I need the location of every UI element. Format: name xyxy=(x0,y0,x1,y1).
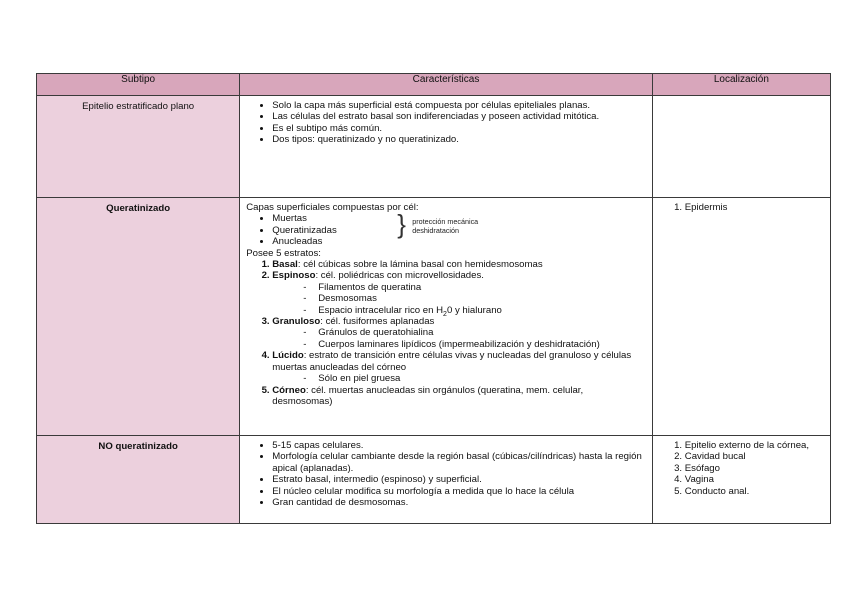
stratum-name: Granuloso xyxy=(272,316,321,328)
location-list xyxy=(659,202,824,213)
list-item: 4. Vagina xyxy=(685,474,824,485)
cel-bullets-block xyxy=(246,209,646,248)
list-item: 3. Esófago xyxy=(685,463,824,474)
posee-text: Posee 5 estratos: xyxy=(246,247,321,259)
list-item: • Es el subtipo más común. xyxy=(272,123,646,134)
espacio-post: 0 y hialurano xyxy=(446,304,502,316)
characteristics-cell xyxy=(240,436,653,524)
stratum-name: Córneo xyxy=(272,384,306,396)
list-item: 1. Epidermis xyxy=(685,202,824,213)
list-item: • Dos tipos: queratinizado y no queratinizado. xyxy=(272,134,646,145)
list-item: 1. Epitelio externo de la córnea, xyxy=(685,440,824,451)
list-item: • Anucleadas xyxy=(272,236,646,247)
table-header-row xyxy=(37,74,831,96)
espacio-pre: Espacio intracelular rico en H xyxy=(318,304,444,316)
header-localizacion: Localización xyxy=(652,74,830,96)
list-item: • Queratinizadas xyxy=(272,225,646,236)
intro-text: Capas superficiales compuestas por cél: xyxy=(246,202,419,213)
list-item: - Sólo en piel gruesa xyxy=(318,373,646,384)
subtype-cell: Queratinizado xyxy=(37,198,240,436)
location-cell xyxy=(652,198,830,436)
location-cell xyxy=(652,96,830,198)
stratum-item xyxy=(272,350,646,384)
stratum-name: Basal xyxy=(272,259,298,271)
brace-note xyxy=(412,217,478,235)
list-item: • Estrato basal, intermedio (espinoso) y superficial. xyxy=(272,474,646,485)
list-item xyxy=(318,305,646,316)
stratum-item xyxy=(272,270,646,316)
list-item: 5. Conducto anal. xyxy=(685,486,824,497)
characteristics-cell xyxy=(240,198,653,436)
espacio-sub: 2 xyxy=(443,310,447,318)
brace-note-line: deshidratación xyxy=(412,226,460,236)
table-row xyxy=(37,198,831,436)
subtype-cell: Epitelio estratificado plano xyxy=(37,96,240,198)
list-item: • El núcleo celular modifica su morfología a medida que lo hace la célula xyxy=(272,486,646,497)
header-subtipo: Subtipo xyxy=(37,74,240,96)
stratum-text: : cél cúbicas sobre la lámina basal con hemidesmosomas xyxy=(297,259,543,271)
location-cell xyxy=(652,436,830,524)
stratum-item xyxy=(272,316,646,350)
stratum-name: Espinoso xyxy=(272,270,316,282)
stratum-text: : cél. muertas anucleadas sin orgánulos (queratina, mem. celular, desmosomas) xyxy=(272,384,584,407)
location-list xyxy=(659,440,824,497)
stratum-text: : cél. poliédricas con microvellosidades. xyxy=(315,270,484,282)
table-row xyxy=(37,436,831,524)
dash-list xyxy=(272,373,646,384)
strata-list xyxy=(246,259,646,407)
bullet-list xyxy=(246,100,646,146)
right-brace-icon: } xyxy=(397,209,406,240)
list-item: - Desmosomas xyxy=(318,293,646,304)
bullet-list xyxy=(246,440,646,508)
list-item: 2. Cavidad bucal xyxy=(685,451,824,462)
characteristics-cell xyxy=(240,96,653,198)
list-item: • Morfología celular cambiante desde la región basal (cúbicas/cilíndricas) hasta la región apical (aplanadas). xyxy=(272,451,646,474)
list-item: - Gránulos de queratohialina xyxy=(318,327,646,338)
list-item: • Gran cantidad de desmosomas. xyxy=(272,497,646,508)
epithelium-table xyxy=(36,73,831,524)
stratum-item xyxy=(272,385,646,408)
header-caracteristicas: Características xyxy=(240,74,653,96)
list-item: • 5-15 capas celulares. xyxy=(272,440,646,451)
list-item: • Las células del estrato basal son indiferenciadas y poseen actividad mitótica. xyxy=(272,111,646,122)
stratum-name: Lúcido xyxy=(272,350,304,362)
table-row xyxy=(37,96,831,198)
brace-note-line: protección mecánica xyxy=(412,217,479,227)
stratum-item xyxy=(272,259,646,270)
list-item: - Filamentos de queratina xyxy=(318,282,646,293)
stratum-text: : cél. fusiformes aplanadas xyxy=(320,316,435,328)
list-item: - Cuerpos laminares lipídicos (impermeabilización y deshidratación) xyxy=(318,339,646,350)
list-item: • Muertas xyxy=(272,213,646,224)
dash-list xyxy=(272,327,646,350)
subtype-cell: NO queratinizado xyxy=(37,436,240,524)
stratum-text: : estrato de transición entre células vivas y nucleadas del granuloso y células muertas anucleadas del córneo xyxy=(272,350,632,373)
dash-list xyxy=(272,282,646,316)
list-item: • Solo la capa más superficial está compuesta por células epiteliales planas. xyxy=(272,100,646,111)
